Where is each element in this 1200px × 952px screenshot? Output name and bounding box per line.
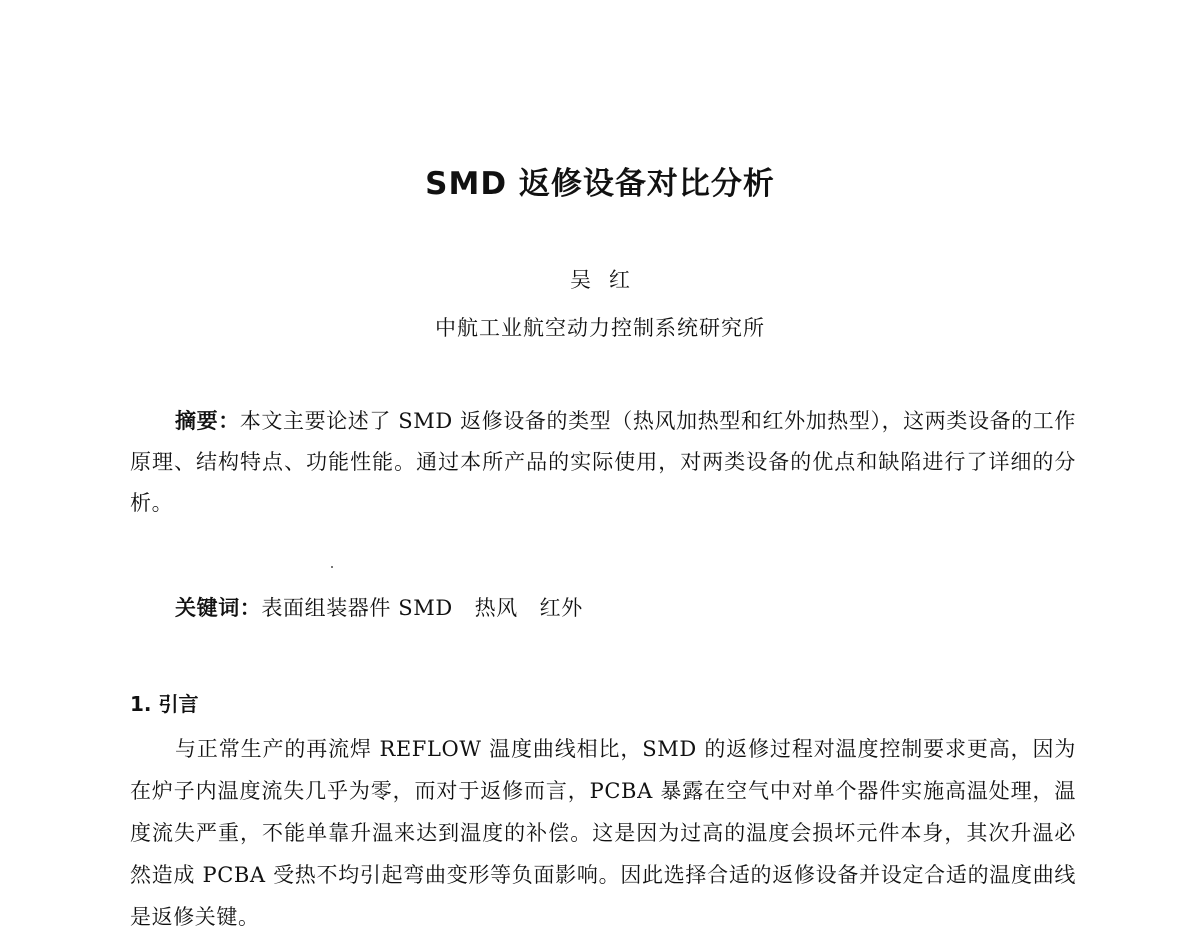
abstract-paragraph: [130, 400, 1076, 524]
section-heading-introduction: 1. 引言: [130, 692, 199, 716]
keywords-text: 表面组装器件 SMD 热风 红外: [261, 596, 583, 620]
abstract-text: 本文主要论述了 SMD 返修设备的类型（热风加热型和红外加热型），这两类设备的工作原理、结构特点、功能性能。通过本所产品的实际使用，对两类设备的优点和缺陷进行了详细的分析。: [130, 409, 1076, 515]
keywords-line: [175, 592, 583, 622]
scan-speck: [331, 566, 333, 568]
author-affiliation: 中航工业航空动力控制系统研究所: [435, 316, 765, 340]
paper-title: SMD 返修设备对比分析: [425, 166, 775, 202]
abstract-label: 摘要：: [175, 408, 240, 433]
author-name: 吴红: [570, 268, 648, 292]
keywords-label: 关键词：: [175, 595, 262, 620]
introduction-paragraph: 与正常生产的再流焊 REFLOW 温度曲线相比，SMD 的返修过程对温度控制要求更高，因为在炉子内温度流失几乎为零，而对于返修而言，PCBA 暴露在空气中对单个器件实施高温处理，温度流失严重，不能单靠升温来达到温度的补偿。这是因为过高的温度会损坏元件本身，其次升温必然造成 PCBA 受热不均引起弯曲变形等负面影响。因此选择合适的返修设备并设定合适的温度曲线是返修关键。: [130, 737, 1076, 929]
